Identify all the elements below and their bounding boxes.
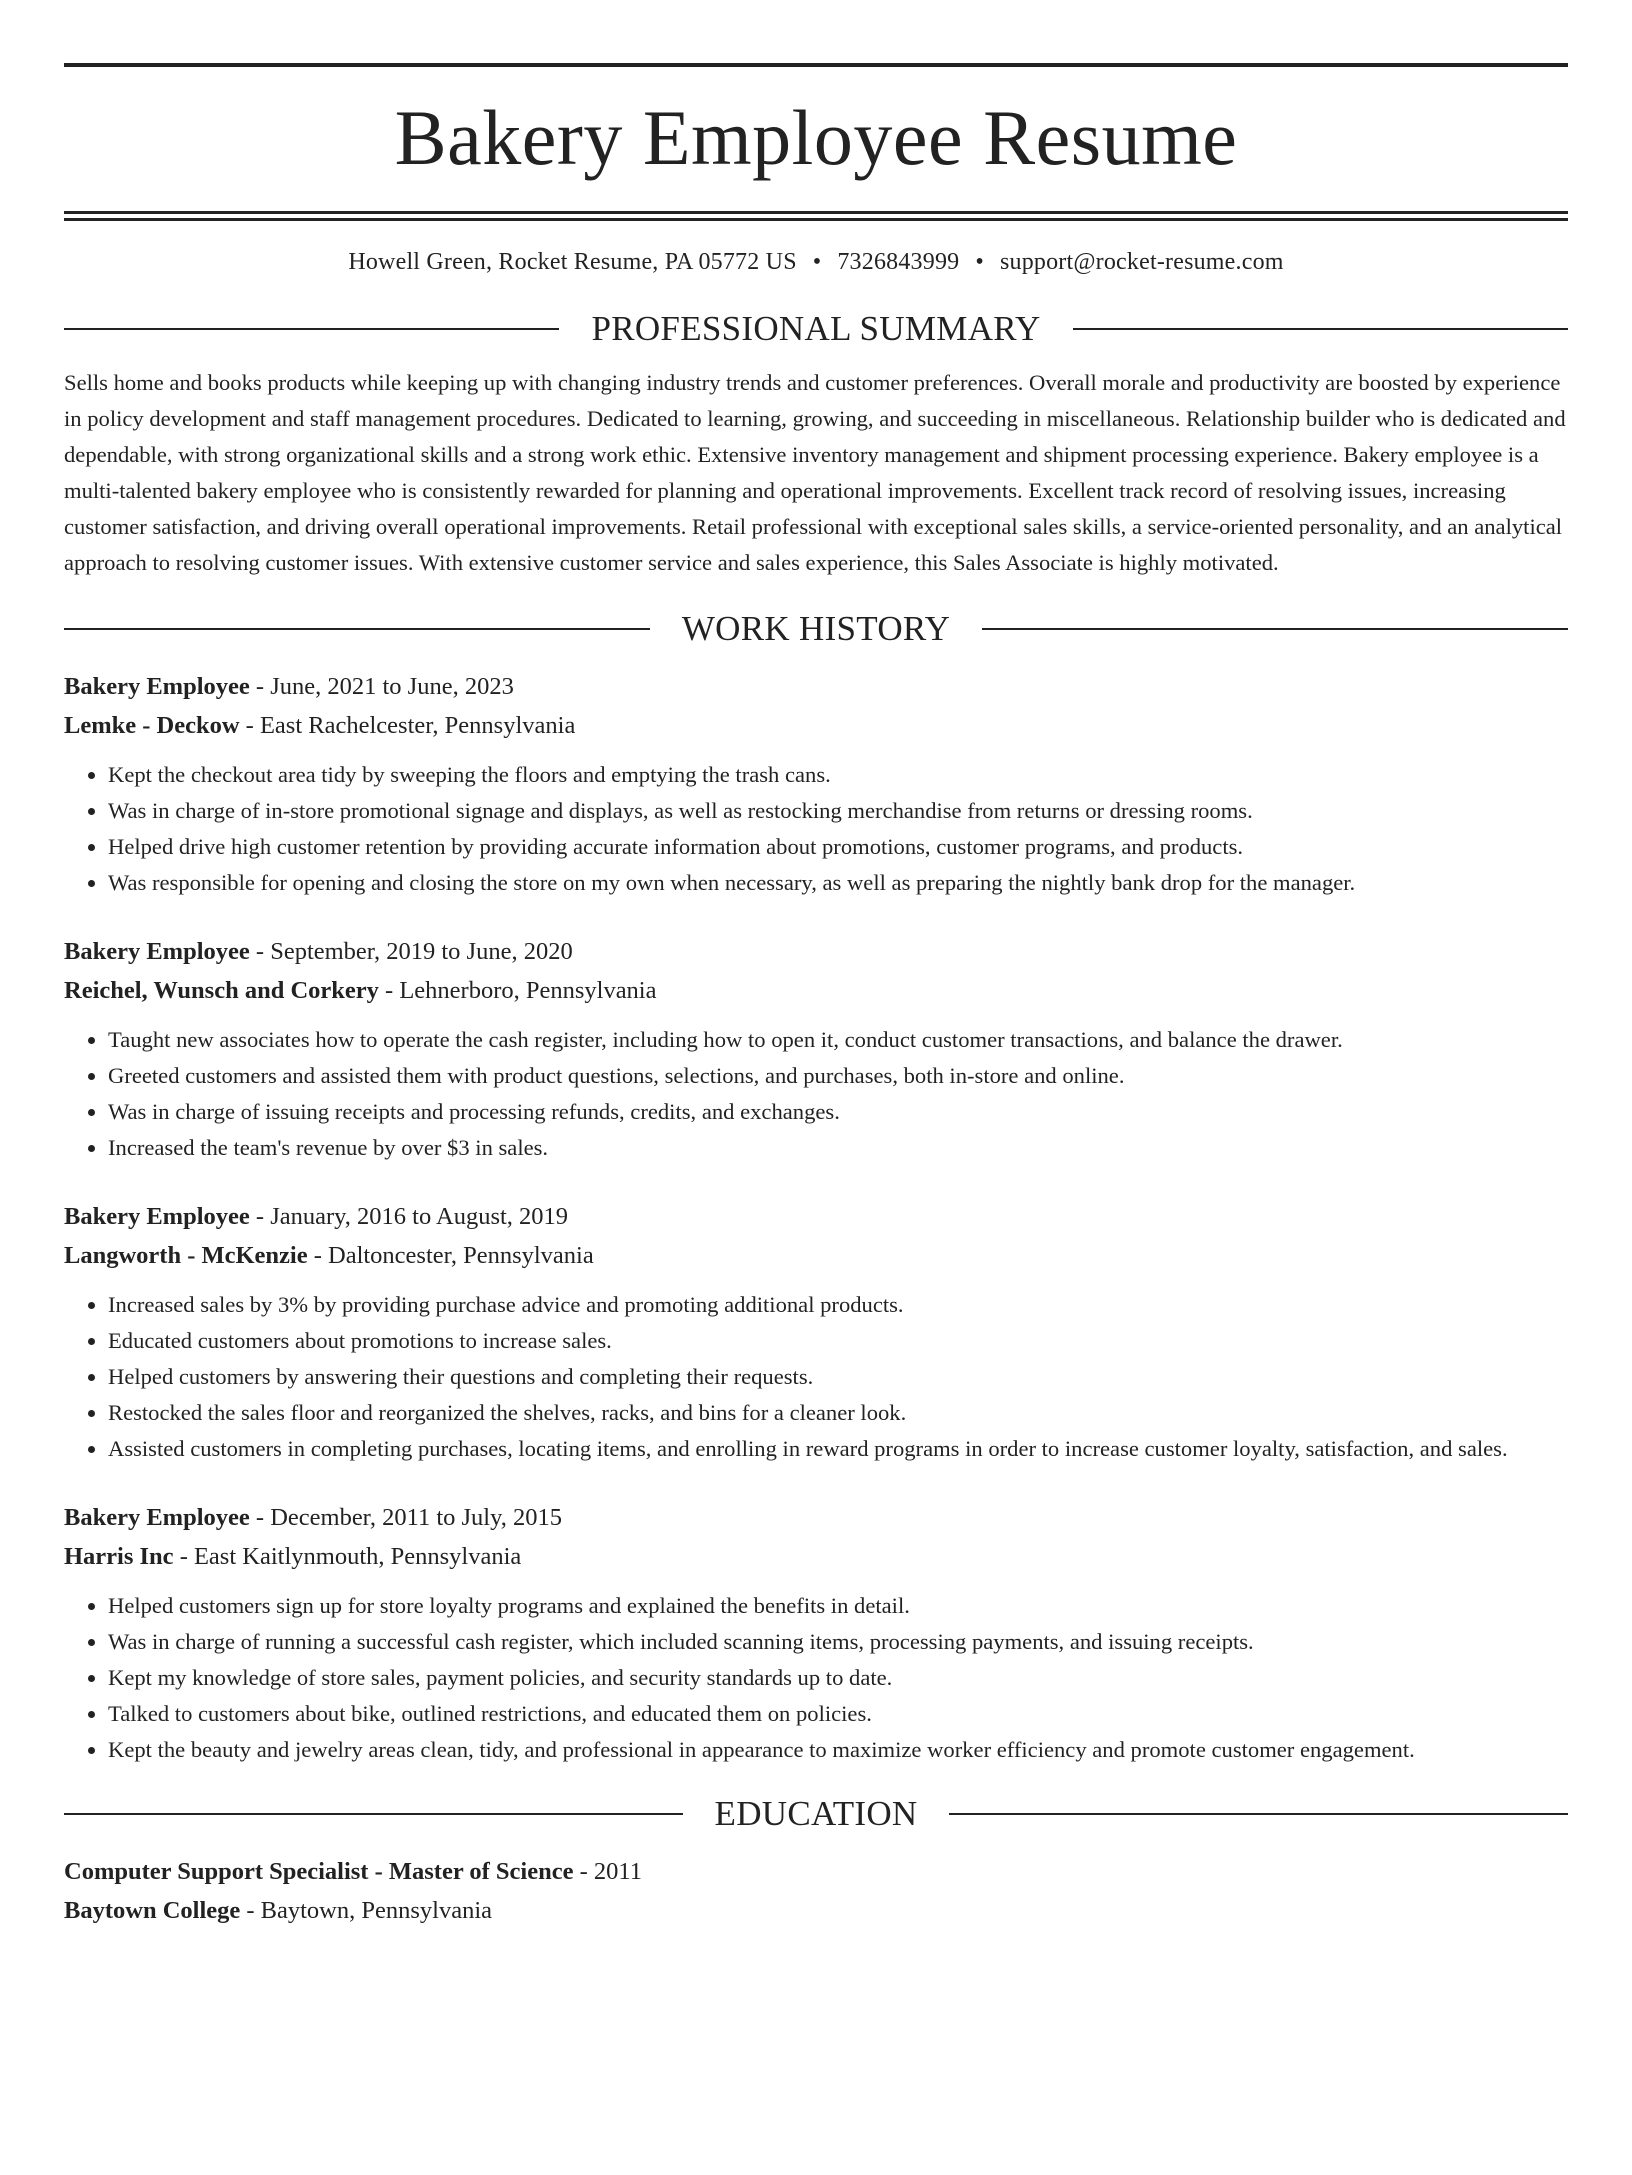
education-location: - Baytown, Pennsylvania <box>240 1897 493 1924</box>
job-entry <box>64 1197 1568 1467</box>
job-title-line <box>64 1197 1568 1236</box>
job-dates: - January, 2016 to August, 2019 <box>249 1203 569 1230</box>
contact-email: support@rocket-resume.com <box>999 249 1284 275</box>
job-company-line <box>64 706 1568 745</box>
duty-item: • Was in charge of in-store promotional signage and displays, as well as restocking merchandise from returns or dressing rooms. <box>108 793 1568 829</box>
duty-item: • Was responsible for opening and closing the store on my own when necessary, as well as preparing the nightly bank drop for the manager. <box>108 865 1568 901</box>
education-entry <box>64 1852 1568 1930</box>
duty-item: • Helped customers by answering their questions and completing their requests. <box>108 1359 1568 1395</box>
section-title-work-history: WORK HISTORY <box>681 609 951 648</box>
contact-line <box>64 247 1568 277</box>
section-rule-right <box>1073 328 1568 330</box>
job-company-line <box>64 1537 1568 1576</box>
section-rule-left <box>64 328 559 330</box>
job-duties-list <box>64 1588 1568 1768</box>
contact-separator: • <box>812 249 822 275</box>
job-duties-list <box>64 757 1568 901</box>
section-title-summary: PROFESSIONAL SUMMARY <box>591 309 1041 348</box>
job-duties-list <box>64 1287 1568 1467</box>
duty-item: • Kept the beauty and jewelry areas clean, tidy, and professional in appearance to maximize worker efficiency and promote customer engagement. <box>108 1732 1568 1768</box>
job-company-line <box>64 1236 1568 1275</box>
duty-item: • Increased sales by 3% by providing purchase advice and promoting additional products. <box>108 1287 1568 1323</box>
job-location: - Daltoncester, Pennsylvania <box>307 1242 594 1269</box>
job-title: Bakery Employee <box>64 1504 250 1531</box>
job-company-line <box>64 971 1568 1010</box>
duty-item: • Was in charge of running a successful cash register, which included scanning items, processing payments, and issuing receipts. <box>108 1624 1568 1660</box>
resume-page <box>0 63 1632 2175</box>
top-rule <box>64 63 1568 67</box>
duty-item: • Greeted customers and assisted them with product questions, selections, and purchases, both in-store and online. <box>108 1058 1568 1094</box>
job-company: Reichel, Wunsch and Corkery <box>64 977 379 1004</box>
education-degree: Computer Support Specialist - Master of Science <box>64 1858 574 1885</box>
contact-phone: 7326843999 <box>837 249 960 275</box>
section-header-summary <box>64 309 1568 349</box>
job-entry <box>64 932 1568 1166</box>
job-title: Bakery Employee <box>64 673 250 700</box>
job-title: Bakery Employee <box>64 1203 250 1230</box>
job-title: Bakery Employee <box>64 938 250 965</box>
job-dates: - June, 2021 to June, 2023 <box>249 673 514 700</box>
job-entry <box>64 1498 1568 1768</box>
summary-text: Sells home and books products while keeping up with changing industry trends and customer preferences. Overall morale and productivity are boosted by experience in policy development and staff management procedures. Dedicated to learning, growing, and succeeding in miscellaneous. Relationship builder who is dedicated and dependable, with strong organizational skills and a strong work ethic. Extensive inventory management and shipment processing experience. Bakery employee is a multi-talented bakery employee who is consistently rewarded for planning and operational improvements. Excellent track record of resolving issues, increasing customer satisfaction, and driving overall operational improvements. Retail professional with exceptional sales skills, a service-oriented personality, and an analytical approach to resolving customer issues. With extensive customer service and sales experience, this Sales Associate is highly motivated. <box>64 370 1566 575</box>
section-title-education: EDUCATION <box>714 1794 918 1833</box>
section-header-education <box>64 1794 1568 1834</box>
job-title-line <box>64 932 1568 971</box>
job-title-line <box>64 667 1568 706</box>
contact-separator: • <box>975 249 984 275</box>
duty-item: • Was in charge of issuing receipts and processing refunds, credits, and exchanges. <box>108 1094 1568 1130</box>
job-company: Langworth - McKenzie <box>64 1242 308 1269</box>
job-company: Lemke - Deckow <box>64 712 240 739</box>
duty-item: • Restocked the sales floor and reorganized the shelves, racks, and bins for a cleaner look. <box>108 1395 1568 1431</box>
education-school: Baytown College <box>64 1897 241 1924</box>
section-header-work-history <box>64 609 1568 649</box>
duty-item: • Talked to customers about bike, outlined restrictions, and educated them on policies. <box>108 1696 1568 1732</box>
job-location: - Lehnerboro, Pennsylvania <box>378 977 657 1004</box>
job-dates: - September, 2019 to June, 2020 <box>249 938 573 965</box>
duty-item: • Assisted customers in completing purchases, locating items, and enrolling in reward programs in order to increase customer loyalty, satisfaction, and sales. <box>108 1431 1568 1467</box>
duty-item: • Increased the team's revenue by over $3 in sales. <box>108 1130 1568 1166</box>
section-rule-right <box>949 1813 1568 1815</box>
job-duties-list <box>64 1022 1568 1166</box>
duty-item: • Kept my knowledge of store sales, payment policies, and security standards up to date. <box>108 1660 1568 1696</box>
job-entry <box>64 667 1568 901</box>
job-dates: - December, 2011 to July, 2015 <box>249 1504 563 1531</box>
contact-address: Howell Green, Rocket Resume, PA 05772 US <box>348 249 797 275</box>
section-rule-left <box>64 628 650 630</box>
education-degree-line <box>64 1852 1568 1891</box>
job-location: - East Kaitlynmouth, Pennsylvania <box>173 1543 522 1570</box>
duty-item: • Helped drive high customer retention by providing accurate information about promotions, customer programs, and products. <box>108 829 1568 865</box>
section-rule-right <box>982 628 1568 630</box>
job-location: - East Rachelcester, Pennsylvania <box>239 712 576 739</box>
job-title-line <box>64 1498 1568 1537</box>
education-year: - 2011 <box>573 1858 642 1885</box>
duty-item: • Kept the checkout area tidy by sweeping the floors and emptying the trash cans. <box>108 757 1568 793</box>
duty-item: • Educated customers about promotions to increase sales. <box>108 1323 1568 1359</box>
education-school-line <box>64 1891 1568 1930</box>
duty-item: • Helped customers sign up for store loyalty programs and explained the benefits in detail. <box>108 1588 1568 1624</box>
resume-title: Bakery Employee Resume <box>394 94 1238 181</box>
duty-item: • Taught new associates how to operate the cash register, including how to open it, conduct customer transactions, and balance the drawer. <box>108 1022 1568 1058</box>
section-rule-left <box>64 1813 683 1815</box>
title-double-rule <box>64 211 1568 221</box>
job-company: Harris Inc <box>64 1543 174 1570</box>
